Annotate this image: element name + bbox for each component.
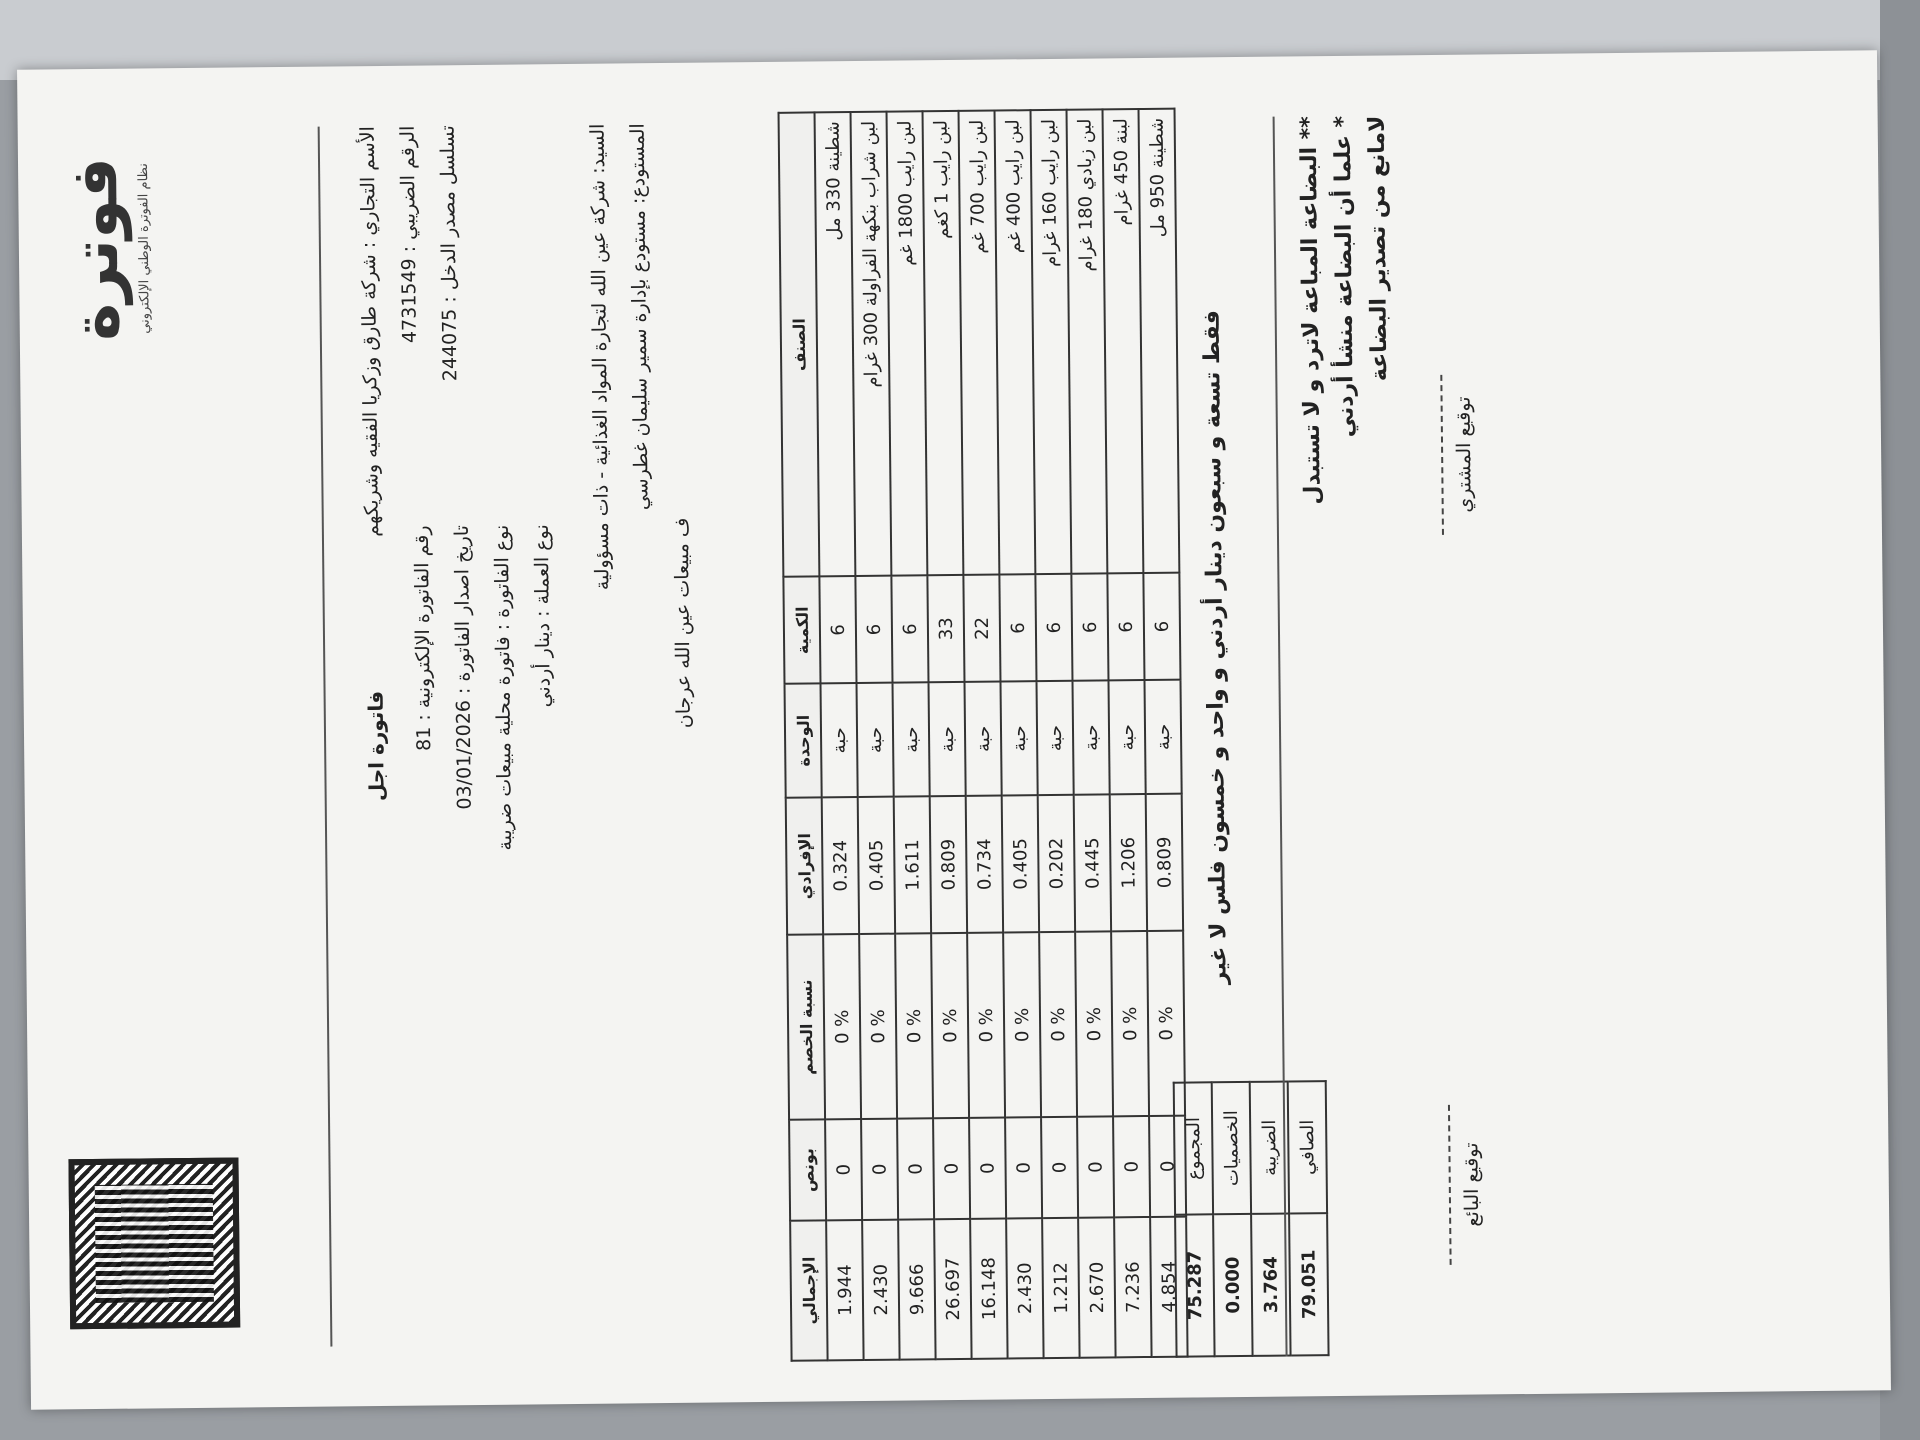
invoice-date-value: 03/01/2026 [452,699,476,810]
invoice-type-label: نوع الفاتورة : [490,524,514,631]
sum-label: المجموع [1174,1082,1213,1214]
header-divider [318,127,333,1347]
invoice-type-value: فاتورة محلية مبيعات ضريبة [491,636,517,851]
cell-unit: حبة [1000,681,1037,795]
cell-discount: 0 % [1039,932,1077,1117]
cell-discount: 0 % [895,933,933,1118]
note-line-2: * علما أن البضاعة منشأ أردني [1330,115,1359,438]
buyer-signature-label: توقيع المشتري [1452,396,1476,513]
cell-discount: 0 % [823,934,861,1119]
cell-qty: 6 [1107,573,1144,681]
cell-discount: 0 % [1147,931,1185,1116]
logo-name: فوترة [57,156,134,342]
cell-qty: 6 [1071,574,1108,682]
col-qty: الكمية [783,577,820,685]
col-discount: نسبة الخصم [787,935,825,1120]
cell-bonus: 0 [969,1118,1006,1219]
cell-discount: 0 % [1075,932,1113,1117]
company-name-row [348,126,393,646]
cell-bonus: 0 [1077,1116,1114,1217]
totals-row-net [1288,1081,1329,1355]
cell-unit: حبة [857,683,894,797]
cell-qty: 6 [819,576,856,684]
company-name-value: شركة طارق وزكريا الفقيه وشريكهم [357,254,383,537]
col-price: الإفرادي [786,797,823,935]
currency-row [522,524,567,1044]
cell-total: 1.944 [826,1220,863,1360]
buyer-branch: ف مبيعات عين الله عرجان [670,517,695,729]
cell-total: 4.854 [1150,1217,1187,1357]
cell-unit: حبة [1036,681,1073,795]
col-item: الصنف [779,112,820,576]
cell-qty: 6 [891,575,928,683]
cell-total: 2.430 [862,1220,899,1360]
cell-qty: 6 [1143,573,1180,681]
cell-total: 1.212 [1042,1218,1079,1358]
cell-item: لبن رايب 400 غم [995,110,1036,574]
cell-item: شطينة 950 مل [1139,109,1180,573]
fawtara-logo [58,128,154,369]
cell-discount: 0 % [931,933,969,1118]
qr-code [68,1158,240,1330]
tax-label: الضريبة [1250,1082,1289,1214]
cell-price: 0.324 [822,797,859,935]
cell-discount: 0 % [1003,932,1041,1117]
income-source-label: تسلسل مصدر الدخل : [436,125,461,303]
cell-item: لبن رايب 700 غم [959,111,1000,575]
cell-bonus: 0 [861,1119,898,1220]
cell-unit: حبة [821,683,858,797]
invoice-paper [17,50,1891,1409]
company-name-label: الأسم التجاري : [356,125,380,249]
cell-discount: 0 % [859,934,897,1119]
col-total: الإجمالي [790,1220,827,1360]
cell-unit: حبة [965,682,1002,796]
cell-qty: 6 [999,574,1036,682]
cell-price: 0.734 [966,796,1003,934]
invoice-number-value: 81 [412,726,436,752]
cell-total: 7.236 [1114,1217,1151,1357]
cell-total: 2.670 [1078,1217,1115,1357]
invoice-number-label: رقم الفاتورة الإلكترونية : [410,525,435,721]
cell-item: لبن زبادي 180 غرام [1067,109,1108,573]
sum-value: 75.287 [1175,1214,1214,1356]
tax-number-value: 4731549 [398,258,421,344]
cell-discount: 0 % [967,933,1005,1118]
invoice-title: فاتورة اجل [363,690,389,802]
col-bonus: بونص [789,1119,826,1220]
cell-item: لبن رايب 1800 غم [887,111,928,575]
cell-bonus: 0 [1149,1116,1186,1217]
note-line-1: ** البضاعة المباعة لاترد و لا تستبدل [1296,116,1326,505]
cell-item: لبن رايب 160 غرام [1031,110,1072,574]
invoice-date-label: تاريخ اصدار الفاتورة : [450,525,475,695]
cell-item: لبن شراب بنكهة الفراولة 300 غرام [851,112,892,576]
cell-unit: حبة [1144,680,1181,794]
note-line-3: لامانع من تصدير البضاعة [1364,115,1393,382]
net-label: الصافي [1288,1081,1327,1213]
buyer-name-value: شركة عين الله لتجارة المواد الغذائية - ذات مسؤولية [587,179,614,591]
cell-item: شطينة 330 مل [815,112,856,576]
cell-qty: 33 [927,575,964,683]
invoice-date-row [442,525,487,1045]
cell-price: 0.405 [1002,795,1039,933]
cell-qty: 22 [963,575,1000,683]
discount-value: 0.000 [1213,1214,1252,1356]
col-unit: الوحدة [785,684,822,798]
invoice-number-row [402,525,447,1045]
totals-row-sum [1174,1082,1215,1356]
seller-signature [1448,1084,1484,1284]
seller-signature-line [1448,1105,1452,1265]
invoice-type-row [482,525,527,1045]
currency-label: نوع العملة : [530,524,554,618]
buyer-signature-line [1440,375,1444,535]
cell-discount: 0 % [1111,931,1149,1116]
warehouse-value: مستودع بإدارة سمير سليمان غطرسي [627,209,653,511]
invoice-page [17,50,1891,1409]
items-table [778,108,1189,1362]
income-source-value: 244075 [438,308,462,382]
invoice-info [402,524,567,1046]
logo-tagline: نظام الفوترة الوطني الإلكتروني [136,163,153,334]
tax-number-label: الرقم الضريبي : [396,125,420,253]
cell-bonus: 0 [1113,1116,1150,1217]
amount-in-words: فقط تسعة و سبعون دينار أردني و واحد و خمسون فلس لا غير [1199,310,1232,985]
cell-item: لبنة 450 غرام [1103,109,1144,573]
cell-bonus: 0 [825,1119,862,1220]
cell-qty: 6 [855,576,892,684]
seller-signature-label: توقيع البائع [1460,1142,1484,1227]
discount-label: الخصميات [1212,1082,1251,1214]
cell-unit: حبة [893,683,930,797]
cell-total: 9.666 [898,1219,935,1359]
cell-bonus: 0 [897,1118,934,1219]
cell-price: 1.611 [894,796,931,934]
cell-unit: حبة [1108,680,1145,794]
cell-price: 0.809 [1146,794,1183,932]
cell-price: 0.202 [1038,795,1075,933]
cell-total: 16.148 [970,1218,1007,1358]
cell-unit: حبة [1072,681,1109,795]
cell-price: 0.405 [858,797,895,935]
buyer-info [578,123,708,1124]
warehouse-label: المستودع: [626,123,650,205]
cell-item: لبن رايب 1 كغم [923,111,964,575]
buyer-signature [1440,355,1476,555]
totals-row-discount [1212,1082,1253,1356]
cell-qty: 6 [1035,574,1072,682]
cell-bonus: 0 [933,1118,970,1219]
cell-price: 0.809 [930,796,967,934]
net-value: 79.051 [1289,1213,1328,1355]
cell-total: 2.430 [1006,1218,1043,1358]
cell-unit: حبة [929,682,966,796]
currency-value: دينار أردني [531,622,555,708]
invoice-notes [1293,115,1402,766]
cell-bonus: 0 [1041,1117,1078,1218]
tax-value: 3.764 [1251,1214,1290,1356]
totals-table [1173,1080,1330,1358]
cell-price: 0.445 [1074,794,1111,932]
cell-price: 1.206 [1110,794,1147,932]
buyer-name-label: السيد: [586,123,610,174]
cell-total: 26.697 [934,1219,971,1359]
cell-bonus: 0 [1005,1117,1042,1218]
